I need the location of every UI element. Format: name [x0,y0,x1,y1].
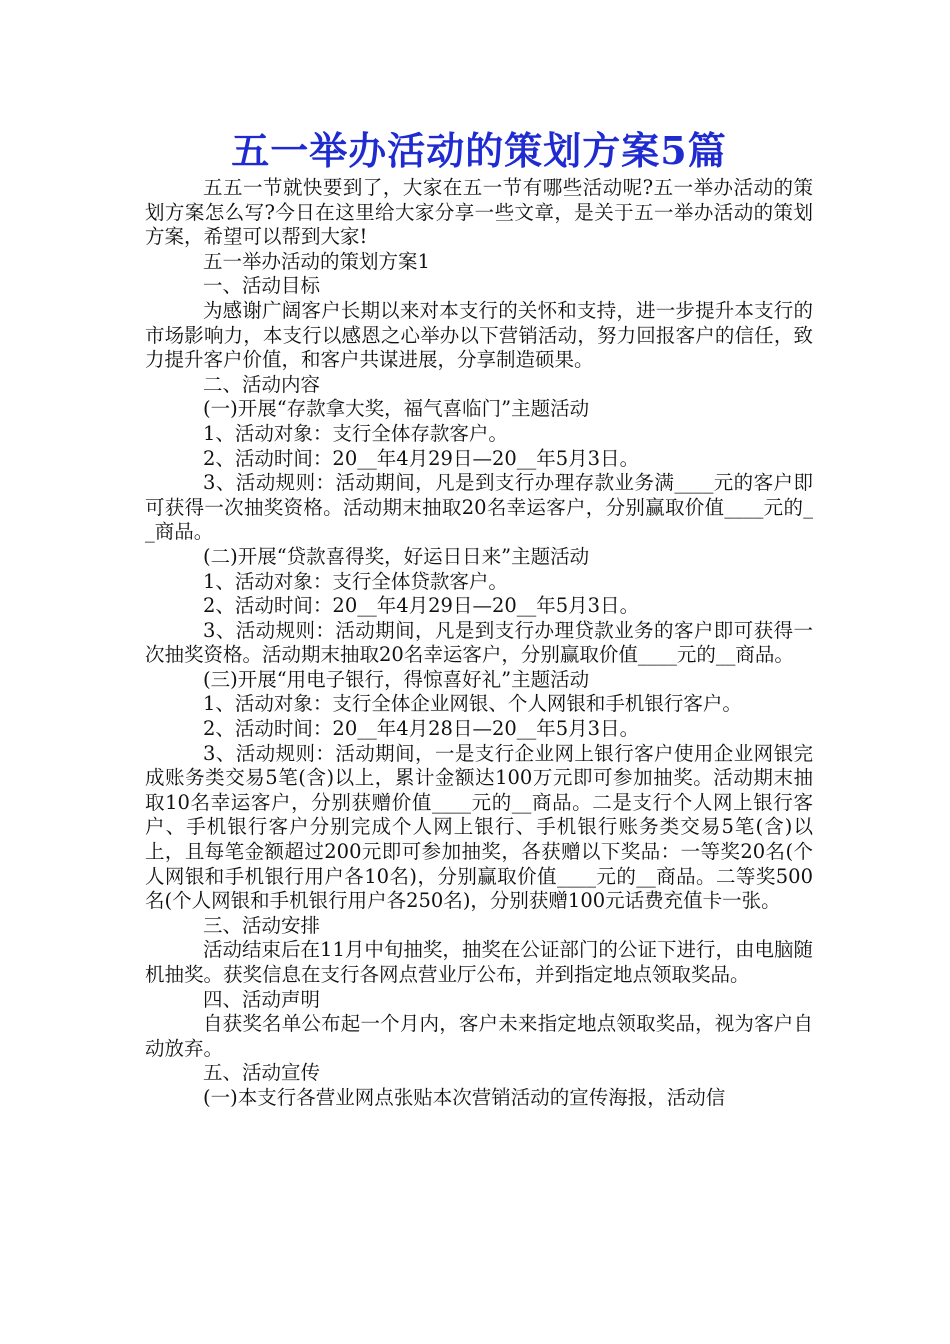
ebank-target: 1、活动对象：支行全体企业网银、个人网银和手机银行客户。 [203,692,742,716]
ebank-rules: 3、活动规则：活动期间，一是支行企业网上银行客户使用企业网银完成账务类交易5笔(含)以上，累计金额达100万元即可参加抽奖。活动期末抽取10名幸运客户，分别获赠价值____元的__商品。二是支行个人网上银行客户、手机银行客户分别完成个人网上银行、手机银行账务类交易5笔(含)以上，且每笔金额超过200元即可参加抽奖，各获赠以下奖品：一等奖20名(个人网银和手机银行用户各10名)，分别赢取价值____元的__商品。二等奖500名(个人网银和手机银行用户各250名)，分别获赠100元话费充值卡一张。 [145,741,813,913]
subheading-loan-activity: (二)开展“贷款喜得奖，好运日日来”主题活动 [203,544,590,568]
loan-rules: 3、活动规则：活动期间，凡是到支行办理贷款业务的客户即可获得一次抽奖资格。活动期末抽取20名幸运客户，分别赢取价值____元的__商品。 [145,618,813,667]
heading-activity-goal: 一、活动目标 [203,274,321,298]
heading-activity-content: 二、活动内容 [203,372,321,396]
document-title: 五一举办活动的策划方案5篇 [231,128,727,173]
subheading-ebank-activity: (三)开展“用电子银行，得惊喜好礼”主题活动 [203,667,590,691]
loan-time: 2、活动时间：20__年4月29日—20__年5月3日。 [203,594,640,618]
subheading-deposit-activity: (一)开展“存款拿大奖，福气喜临门”主题活动 [203,397,590,421]
ebank-time: 2、活动时间：20__年4月28日—20__年5月3日。 [203,717,640,741]
arrangement-paragraph: 活动结束后在11月中旬抽奖，抽奖在公证部门的公证下进行，由电脑随机抽奖。获奖信息在支行各网点营业厅公布，并到指定地点领取奖品。 [145,938,813,986]
heading-activity-promotion: 五、活动宣传 [203,1061,321,1085]
statement-paragraph: 自获奖名单公布起一个月内，客户未来指定地点领取奖品，视为客户自动放弃。 [145,1012,813,1060]
document-page [145,128,813,1111]
deposit-target: 1、活动对象：支行全体存款客户。 [203,421,508,445]
heading-activity-arrangement: 三、活动安排 [203,913,321,937]
promotion-paragraph: (一)本支行各营业网点张贴本次营销活动的宣传海报，活动信 [203,1085,726,1109]
loan-target: 1、活动对象：支行全体贷款客户。 [203,569,508,593]
section-heading-plan-1: 五一举办活动的策划方案1 [203,249,430,273]
deposit-time: 2、活动时间：20__年4月29日—20__年5月3日。 [203,446,640,470]
deposit-rules: 3、活动规则：活动期间，凡是到支行办理存款业务满____元的客户即可获得一次抽奖资格。活动期末抽取20名幸运客户，分别赢取价值____元的__商品。 [145,471,813,544]
goal-paragraph: 为感谢广阔客户长期以来对本支行的关怀和支持，进一步提升本支行的市场影响力，本支行以感恩之心举办以下营销活动，努力回报客户的信任，致力提升客户价值，和客户共谋进展，分享制造硕果。 [145,298,813,372]
intro-paragraph: 五五一节就快要到了，大家在五一节有哪些活动呢?五一举办活动的策划方案怎么写?今日在这里给大家分享一些文章，是关于五一举办活动的策划方案，希望可以帮到大家! [145,176,813,249]
heading-activity-statement: 四、活动声明 [203,987,321,1011]
